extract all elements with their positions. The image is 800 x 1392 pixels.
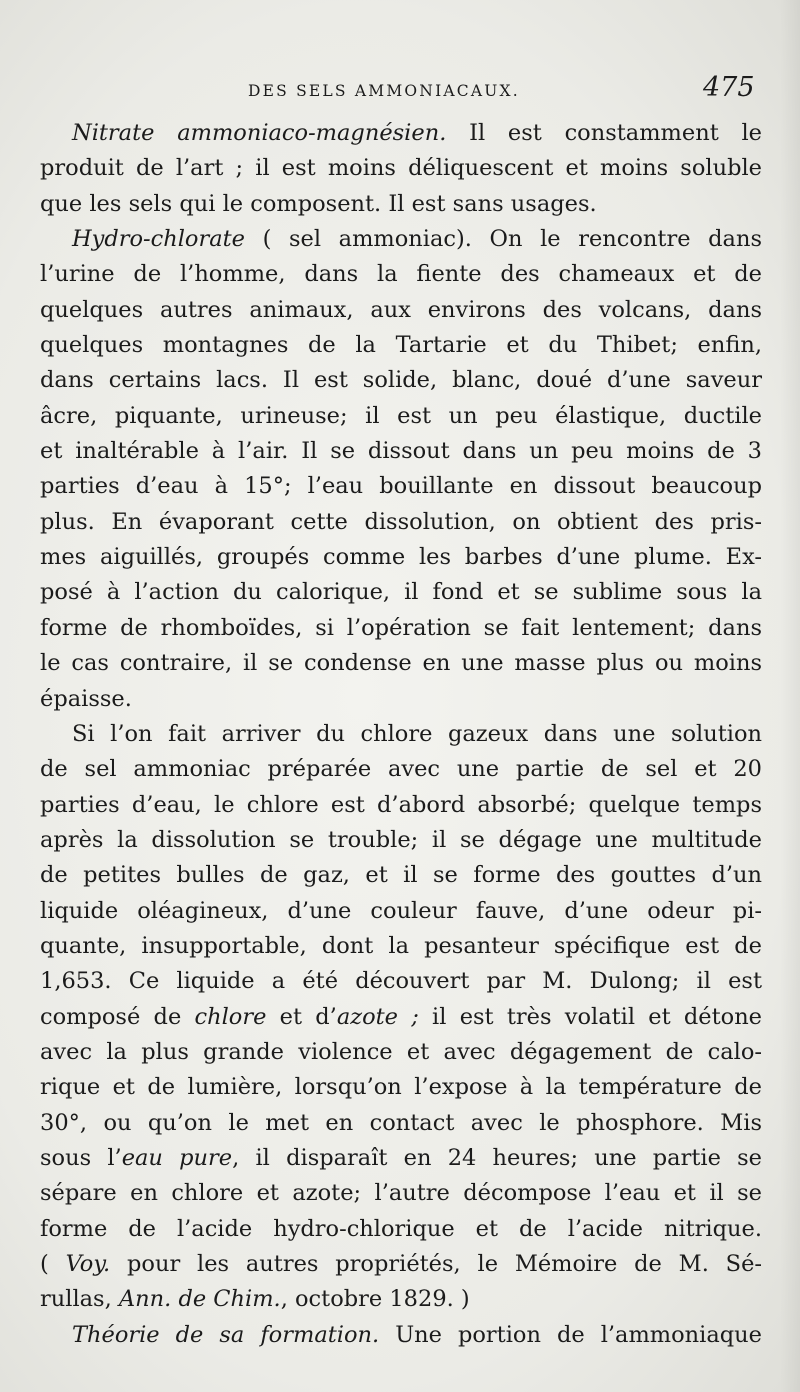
text-line: épaisse. bbox=[40, 685, 132, 712]
text-line: de sel ammoniac préparée avec une partie de sel et 20 bbox=[40, 756, 762, 783]
text-line: l’urine de l’homme, dans la fiente des chameaux et de bbox=[40, 261, 762, 288]
text-line: après la dissolution se trouble; il se dégage une multitude bbox=[40, 826, 762, 853]
text-line: le cas contraire, il se condense en une masse plus ou moins bbox=[40, 650, 762, 677]
text-line: composé de chlore et d’azote ; il est très volatil et détone bbox=[40, 1003, 762, 1030]
page-number: 475 bbox=[703, 72, 755, 103]
page-header bbox=[0, 72, 800, 108]
text-line: forme de rhomboïdes, si l’opération se fait lentement; dans bbox=[40, 614, 762, 641]
text-line: liquide oléagineux, d’une couleur fauve, d’une odeur pi- bbox=[40, 897, 762, 924]
text-line: dans certains lacs. Il est solide, blanc, doué d’une saveur bbox=[40, 367, 762, 394]
text-line: Si l’on fait arriver du chlore gazeux dans une solution bbox=[72, 720, 762, 747]
text-line: posé à l’action du calorique, il fond et se sublime sous la bbox=[40, 579, 762, 606]
text-line: sépare en chlore et azote; l’autre décompose l’eau et il se bbox=[40, 1180, 762, 1207]
text-line: 1,653. Ce liquide a été découvert par M. Dulong; il est bbox=[40, 968, 762, 995]
text-line: mes aiguillés, groupés comme les barbes d’une plume. Ex- bbox=[40, 544, 762, 571]
term-heading: Théorie de sa formation. bbox=[72, 1321, 380, 1348]
italic-term: azote ; bbox=[336, 1003, 419, 1030]
text-line: quelques autres animaux, aux environs des volcans, dans bbox=[40, 296, 762, 323]
body-text bbox=[40, 116, 762, 1353]
text-line: ( Voy. pour les autres propriétés, le Mémoire de M. Sé- bbox=[40, 1251, 762, 1277]
text-line: quante, insupportable, dont la pesanteur spécifique est de bbox=[40, 932, 762, 959]
text-line: de petites bulles de gaz, et il se forme des gouttes d’un bbox=[40, 862, 762, 889]
text-line: Nitrate ammoniaco-magnésien. Il est constamment le bbox=[72, 120, 762, 146]
text-line: quelques montagnes de la Tartarie et du Thibet; enfin, bbox=[40, 332, 762, 359]
text-line: forme de l’acide hydro-chlorique et de l’acide nitrique. bbox=[40, 1215, 762, 1242]
citation-title: Ann. de Chim. bbox=[118, 1286, 281, 1313]
text-line: avec la plus grande violence et avec dégagement de calo- bbox=[40, 1038, 762, 1065]
term-heading: Nitrate ammoniaco-magnésien. bbox=[72, 120, 447, 146]
text-line: que les sels qui le composent. Il est sans usages. bbox=[40, 190, 597, 217]
text-line: rullas, Ann. de Chim., octobre 1829. ) bbox=[40, 1286, 470, 1313]
italic-term: Voy. bbox=[65, 1251, 111, 1277]
text-line: produit de l’art ; il est moins déliquescent et moins soluble bbox=[40, 155, 762, 182]
italic-term: chlore bbox=[194, 1003, 267, 1030]
term-heading: Hydro-chlorate bbox=[72, 226, 246, 253]
text-line: sous l’eau pure, il disparaît en 24 heures; une partie se bbox=[40, 1144, 762, 1171]
text-line: Hydro-chlorate ( sel ammoniac). On le rencontre dans bbox=[72, 226, 762, 253]
text-line: âcre, piquante, urineuse; il est un peu élastique, ductile bbox=[40, 402, 762, 429]
text-line: rique et de lumière, lorsqu’on l’expose à la température de bbox=[40, 1074, 762, 1101]
text-line: 30°, ou qu’on le met en contact avec le phosphore. Mis bbox=[40, 1109, 762, 1136]
text-line: parties d’eau à 15°; l’eau bouillante en dissout beaucoup bbox=[40, 473, 762, 500]
italic-term: eau pure bbox=[121, 1144, 233, 1171]
text-line: parties d’eau, le chlore est d’abord absorbé; quelque temps bbox=[40, 791, 762, 818]
running-head: DES SELS AMMONIACAUX. bbox=[248, 82, 520, 100]
page-edge-shadow bbox=[780, 0, 800, 1392]
text-line: et inaltérable à l’air. Il se dissout dans un peu moins de 3 bbox=[40, 438, 762, 465]
text-line: Théorie de sa formation. Une portion de l’ammoniaque bbox=[72, 1321, 762, 1348]
text-line: plus. En évaporant cette dissolution, on obtient des pris- bbox=[40, 508, 762, 535]
